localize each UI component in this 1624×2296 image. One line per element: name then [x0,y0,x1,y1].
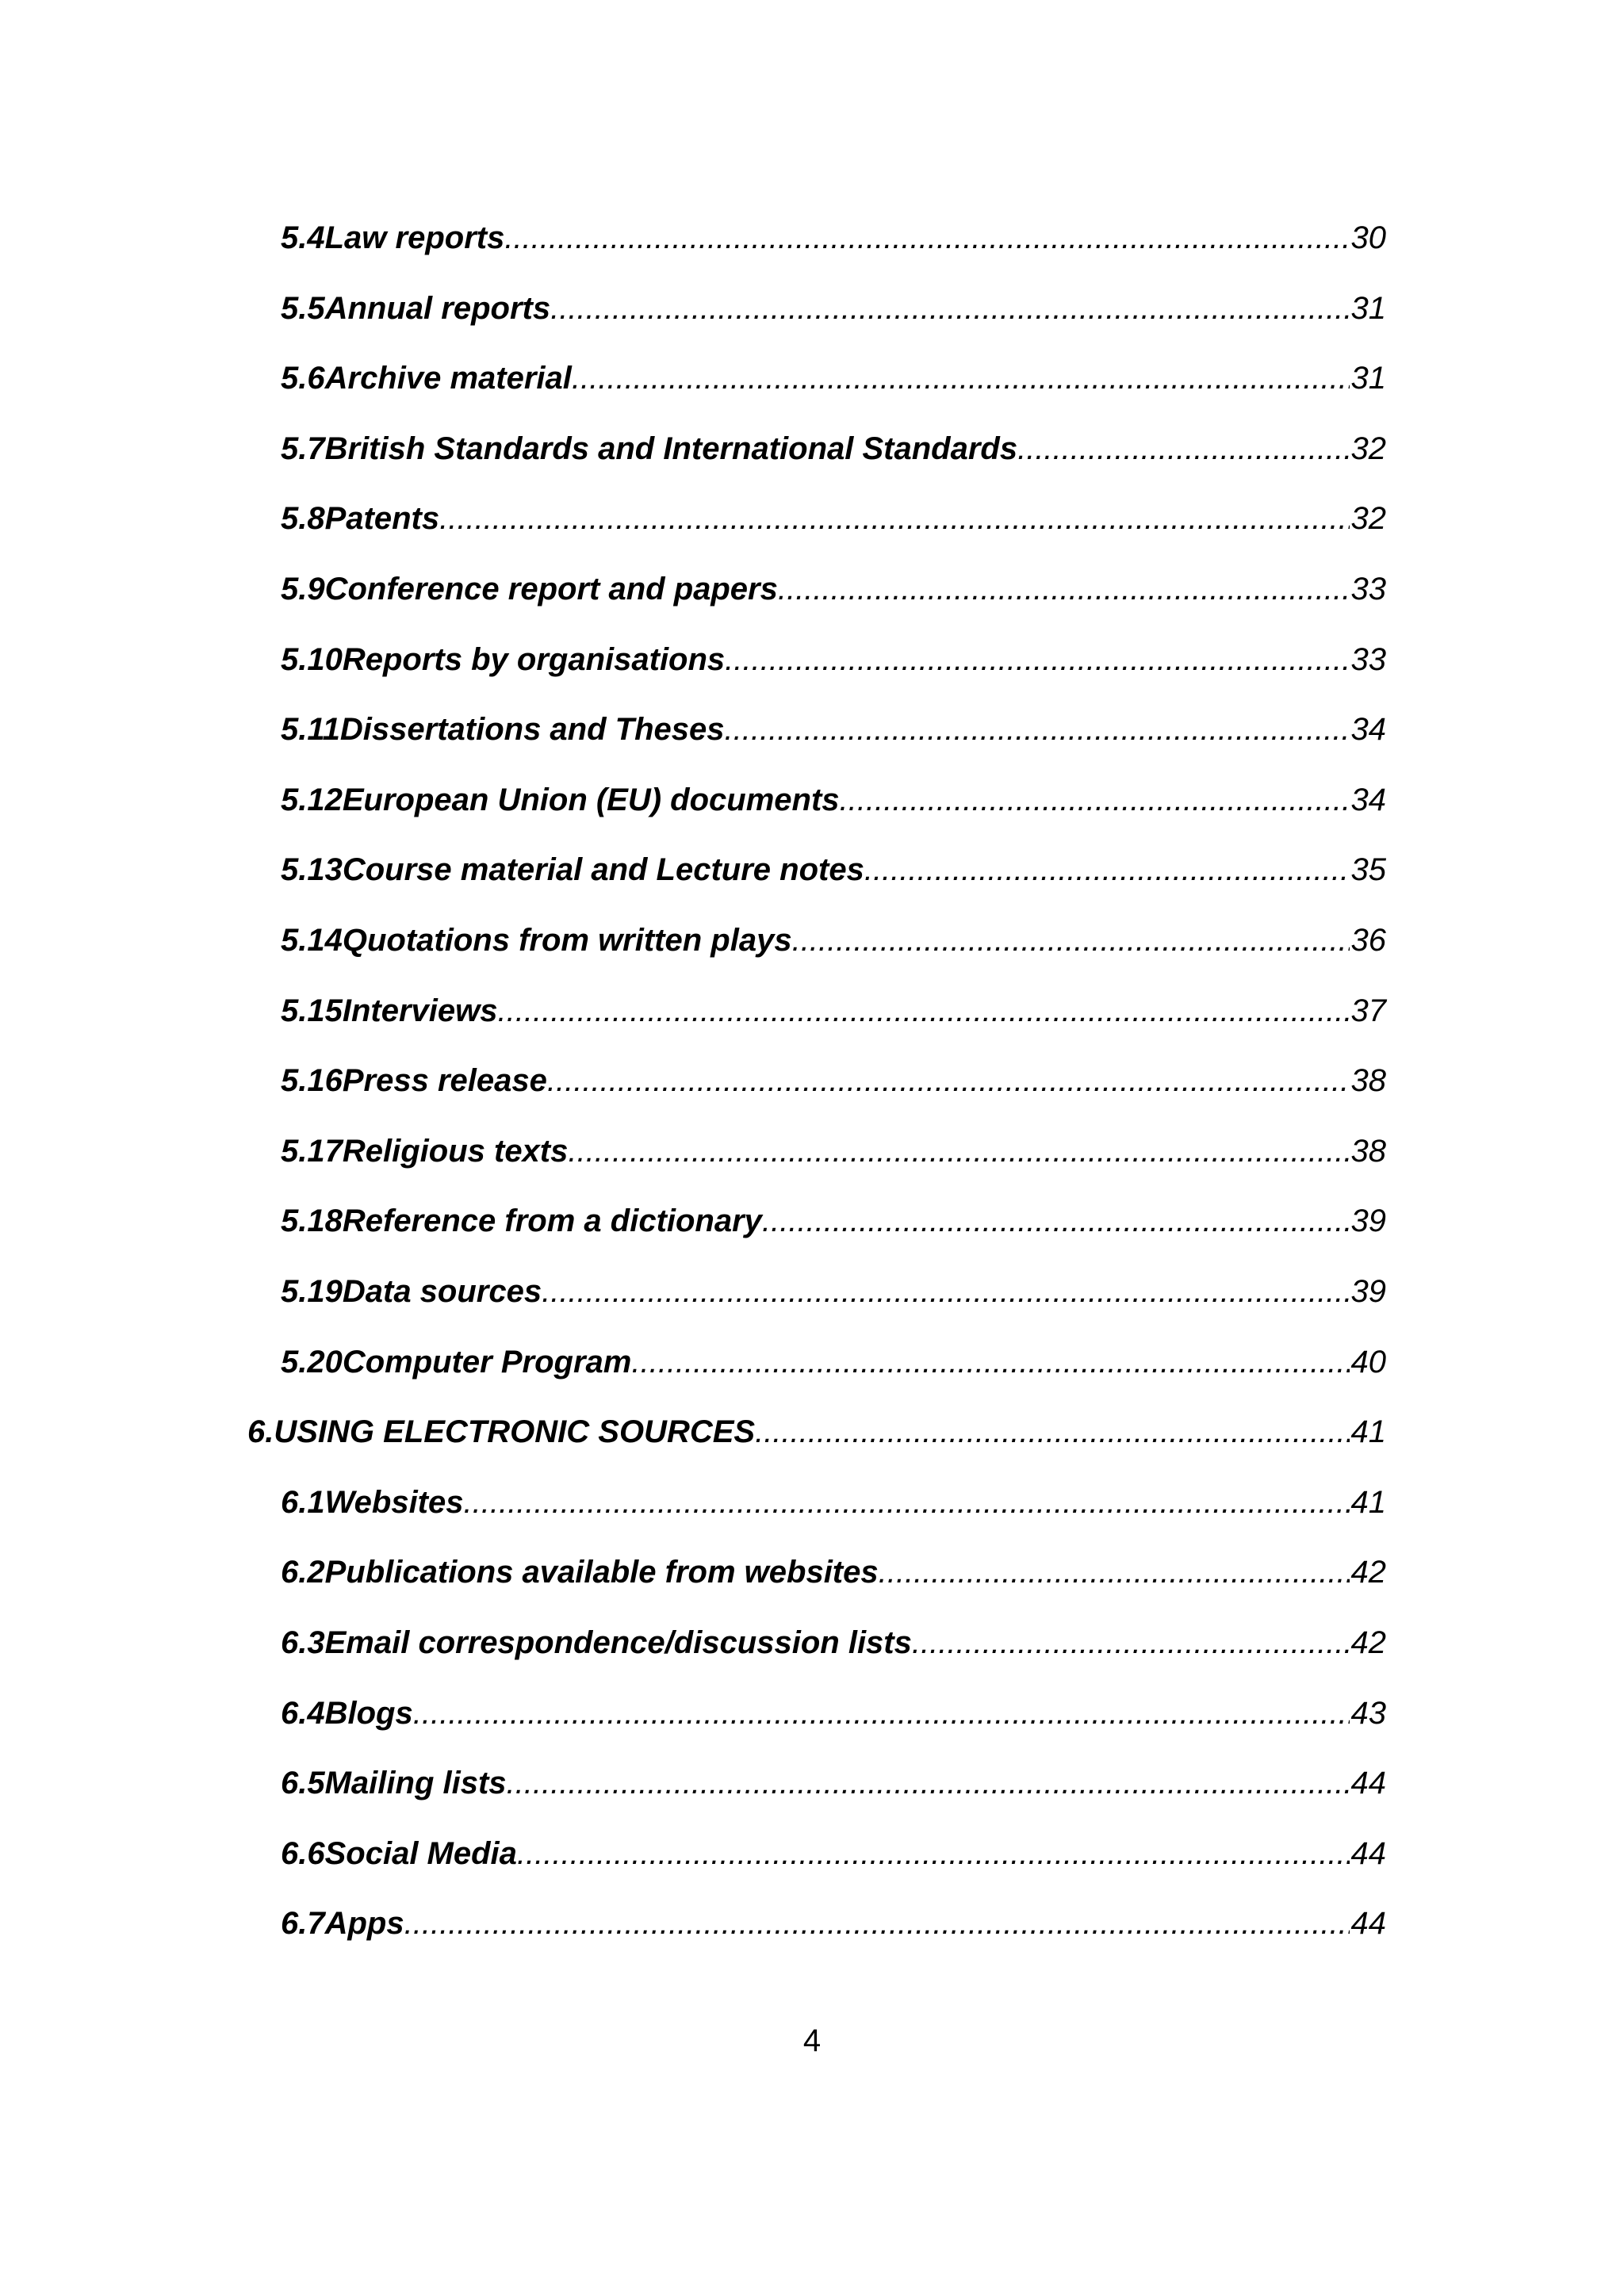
toc-entry-title: Reports by organisations [342,642,726,677]
toc-entry[interactable] [281,1548,1386,1596]
toc-entry[interactable] [281,1338,1386,1386]
toc-entry[interactable] [281,495,1386,542]
toc-entry-number: 5.5 [281,291,325,326]
toc-entry-title: British Standards and International Standards [324,431,1018,466]
toc-entry[interactable] [281,1127,1386,1175]
toc-entry-title: Interviews [342,993,498,1028]
toc-dot-leader [762,1197,1350,1245]
toc-entry-number: 6.4 [281,1696,325,1731]
toc-dot-leader [572,354,1350,402]
toc-entry[interactable] [281,285,1386,332]
toc-entry-title: Religious texts [342,1134,569,1169]
toc-entry-title: Publications available from websites [324,1555,879,1590]
toc-entry-title: Law reports [324,220,505,255]
toc-entry-page: 36 [1350,923,1386,958]
toc-entry-number: 6.5 [281,1766,325,1800]
toc-entry-page: 38 [1350,1063,1386,1098]
toc-entry[interactable] [281,1759,1386,1807]
toc-entry-title: Social Media [324,1836,517,1871]
toc-entry-number: 6.7 [281,1906,325,1941]
toc-entry[interactable] [281,776,1386,824]
toc-dot-leader [755,1408,1349,1456]
toc-entry[interactable] [281,565,1386,613]
toc-entry-page: 42 [1350,1555,1386,1590]
toc-entry-page: 31 [1350,291,1386,326]
toc-entry-number: 5.16 [281,1063,343,1098]
toc-entry[interactable] [281,1057,1386,1104]
toc-entry-number: 5.20 [281,1345,343,1380]
toc-entry-page: 42 [1350,1625,1386,1660]
toc-dot-leader [439,495,1349,542]
toc-entry-title: Websites [324,1485,464,1520]
toc-entry[interactable] [281,1830,1386,1877]
toc-entry-title: Dissertations and Theses [339,712,725,747]
toc-entry-page: 41 [1350,1414,1386,1449]
toc-entry-page: 38 [1350,1134,1386,1169]
toc-entry[interactable] [247,1408,1386,1456]
toc-entry-title: Apps [324,1906,404,1941]
toc-entry-page: 44 [1350,1766,1386,1800]
toc-entry-page: 44 [1350,1836,1386,1871]
toc-entry-number: 6.1 [281,1485,325,1520]
toc-entry-page: 37 [1350,993,1386,1028]
toc-entry-page: 33 [1350,642,1386,677]
toc-dot-leader [464,1479,1350,1526]
toc-dot-leader [413,1689,1350,1737]
toc-entry-page: 39 [1350,1274,1386,1309]
toc-entry-page: 33 [1350,572,1386,607]
toc-dot-leader [550,285,1349,332]
toc-entry[interactable] [281,354,1386,402]
toc-entry-number: 5.8 [281,501,325,536]
toc-dot-leader [542,1268,1349,1315]
toc-entry-number: 5.6 [281,361,325,396]
toc-entry-number: 5.14 [281,923,343,958]
toc-entry-title: Patents [324,501,440,536]
toc-entry[interactable] [281,1689,1386,1737]
toc-dot-leader [912,1619,1350,1667]
toc-dot-leader [517,1830,1350,1877]
toc-entry[interactable] [281,987,1386,1035]
toc-entry-number: 6.2 [281,1555,325,1590]
toc-dot-leader [879,1548,1350,1596]
toc-dot-leader [498,987,1350,1035]
toc-entry-number: 5.19 [281,1274,343,1309]
toc-dot-leader [1017,425,1349,473]
toc-entry-page: 41 [1350,1485,1386,1520]
toc-entry-number: 5.17 [281,1134,343,1169]
toc-entry-page: 43 [1350,1696,1386,1731]
toc-dot-leader [864,846,1350,894]
toc-entry-number: 5.9 [281,572,325,607]
toc-entry-page: 39 [1350,1203,1386,1238]
toc-entry-page: 32 [1350,431,1386,466]
toc-entry-number: 5.15 [281,993,343,1028]
toc-dot-leader [778,565,1350,613]
toc-entry-page: 34 [1350,783,1386,817]
toc-entry[interactable] [281,1197,1386,1245]
toc-dot-leader [725,636,1349,683]
toc-entry-page: 32 [1350,501,1386,536]
toc-entry-title: Annual reports [324,291,551,326]
toc-entry-title: Archive material [324,361,572,396]
toc-entry[interactable] [281,214,1386,262]
toc-entry-title: Reference from a dictionary [342,1203,762,1238]
toc-entry-title: Mailing lists [324,1766,507,1800]
toc-entry-page: 30 [1350,220,1386,255]
toc-entry-page: 31 [1350,361,1386,396]
toc-entry-number: 5.7 [281,431,325,466]
toc-entry-number: 5.12 [281,783,343,817]
toc-entry-page: 44 [1350,1906,1386,1941]
toc-dot-leader [547,1057,1350,1104]
page-number: 4 [802,2023,822,2058]
toc-entry-title: Conference report and papers [324,572,778,607]
toc-entry-number: 6.3 [281,1625,325,1660]
toc-entry-title: Blogs [324,1696,413,1731]
toc-entry-title: Press release [342,1063,547,1098]
toc-dot-leader [840,776,1350,824]
toc-entry-number: 6.6 [281,1836,325,1871]
toc-entry[interactable] [281,846,1386,894]
toc-entry[interactable] [281,636,1386,683]
toc-entry-title: Course material and Lecture notes [342,852,864,887]
toc-entry[interactable] [281,1619,1386,1667]
toc-dot-leader [507,1759,1350,1807]
toc-entry[interactable] [281,425,1386,473]
toc-entry-title: Email correspondence/discussion lists [324,1625,912,1660]
toc-entry-title: Quotations from written plays [342,923,792,958]
toc-entry-title: Computer Program [342,1345,632,1380]
toc-entry-title: Data sources [342,1274,542,1309]
toc-entry-title: European Union (EU) documents [342,783,840,817]
toc-dot-leader [725,706,1350,753]
toc-entry-page: 40 [1350,1345,1386,1380]
toc-entry-title: USING ELECTRONIC SOURCES [274,1414,756,1449]
toc-entry-page: 35 [1350,852,1386,887]
toc-dot-leader [404,1900,1350,1947]
toc-entry[interactable] [281,916,1386,964]
toc-entry[interactable] [281,1900,1386,1947]
toc-entry[interactable] [281,706,1386,753]
toc-entry-number: 5.18 [281,1203,343,1238]
toc-entry-number: 5.10 [281,642,343,677]
toc-dot-leader [792,916,1350,964]
toc-entry-number: 6. [247,1414,274,1449]
toc-entry[interactable] [281,1479,1386,1526]
toc-entry-number: 5.13 [281,852,343,887]
toc-dot-leader [568,1127,1349,1175]
toc-entry-number: 5.4 [281,220,325,255]
toc-entry[interactable] [281,1268,1386,1315]
toc-entry-number: 5.11 [281,712,340,747]
toc-dot-leader [631,1338,1349,1386]
toc-dot-leader [504,214,1349,262]
toc-entry-page: 34 [1350,712,1386,747]
